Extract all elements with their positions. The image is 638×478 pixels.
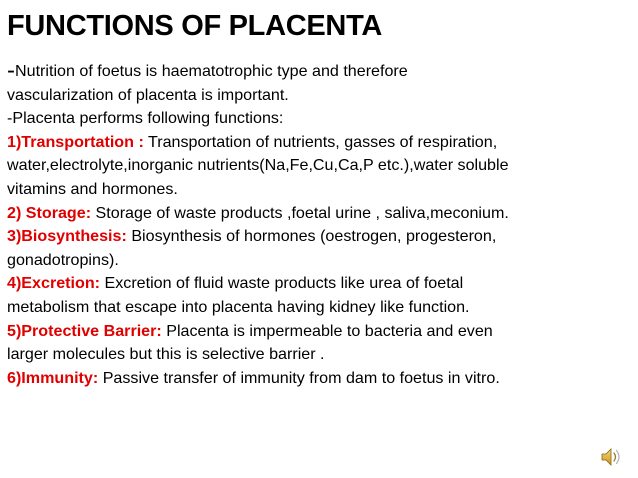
function-item-biosynthesis <box>7 225 635 249</box>
function-text-line: gonadotropins). <box>7 250 119 269</box>
speaker-icon[interactable] <box>600 447 624 467</box>
function-label: 4)Excretion: <box>7 274 101 293</box>
function-label: 5)Protective Barrier: <box>7 321 162 340</box>
function-text: Passive transfer of immunity from dam to foetus in vitro. <box>98 368 500 387</box>
function-item-excretion <box>7 272 635 296</box>
function-item-transportation <box>7 131 635 155</box>
function-label: 6)Immunity: <box>7 368 99 387</box>
function-label: 1)Transportation : <box>7 132 144 151</box>
function-text-line: water,electrolyte,inorganic nutrients(Na,Fe,Cu,Ca,P etc.),water soluble <box>7 156 509 175</box>
intro-line <box>7 57 635 84</box>
intro-text: Nutrition of foetus is haematotrophic type and therefore <box>15 62 408 80</box>
function-text: Placenta is impermeable to bacteria and even <box>161 321 493 340</box>
slide-title: FUNCTIONS OF PLACENTA <box>7 10 382 42</box>
function-label: 2) Storage: <box>7 203 92 222</box>
function-text: Transportation of nutrients, gasses of respiration, <box>143 132 498 151</box>
function-item-protective-barrier <box>7 320 635 344</box>
intro-dash: - <box>7 57 15 84</box>
function-label: 3)Biosynthesis: <box>7 227 127 246</box>
function-text-line: metabolism that escape into placenta having kidney like function. <box>7 297 470 316</box>
slide-body <box>7 57 635 390</box>
intro-line: -Placenta performs following functions: <box>7 109 284 128</box>
function-text: Storage of waste products ,foetal urine , saliva,meconium. <box>91 203 509 222</box>
intro-line: vascularization of placenta is important. <box>7 85 289 104</box>
function-item-storage <box>7 202 635 226</box>
function-text: Excretion of fluid waste products like urea of foetal <box>100 274 464 293</box>
speaker-icon-graphic <box>600 447 624 467</box>
function-text-line: vitamins and hormones. <box>7 179 178 198</box>
function-text-line: larger molecules but this is selective barrier . <box>7 345 325 364</box>
function-text: Biosynthesis of hormones (oestrogen, progesteron, <box>126 227 497 246</box>
function-item-immunity <box>7 367 635 391</box>
